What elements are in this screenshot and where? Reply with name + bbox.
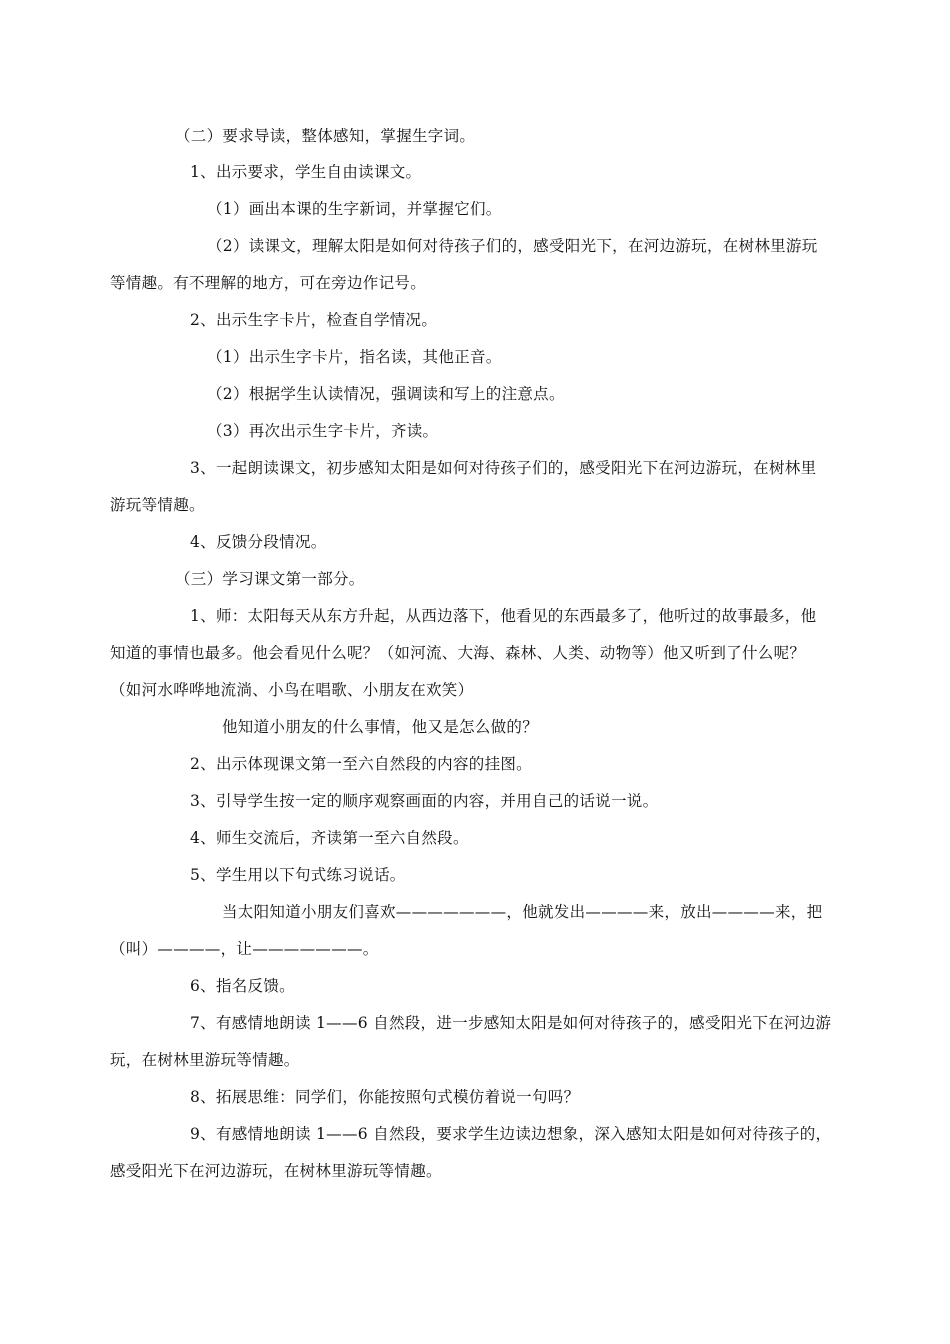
paragraph-line: 8、拓展思维：同学们，你能按照句式模仿着说一句吗？ [190,1088,580,1106]
paragraph-line: 3、一起朗读课文，初步感知太阳是如何对待孩子们的，感受阳光下在河边游玩，在树林里 [190,459,817,477]
paragraph-line: 4、师生交流后，齐读第一至六自然段。 [190,829,469,847]
paragraph-line: 玩，在树林里游玩等情趣。 [110,1051,300,1069]
paragraph-line: （如河水哗哗地流淌、小鸟在唱歌、小朋友在欢笑） [110,681,474,699]
paragraph-line: 5、学生用以下句式练习说话。 [190,866,406,884]
paragraph-line: 6、指名反馈。 [190,977,295,995]
paragraph-line: 2、出示体现课文第一至六自然段的内容的挂图。 [190,755,532,773]
paragraph-line: （1）出示生字卡片，指名读，其他正音。 [207,348,502,366]
section-heading-3: （三）学习课文第一部分。 [175,570,365,588]
paragraph-line: 知道的事情也最多。他会看见什么呢？（如河流、大海、森林、人类、动物等）他又听到了什么呢？ [110,644,806,662]
paragraph-line: 7、有感情地朗读 1——6 自然段，进一步感知太阳是如何对待孩子的，感受阳光下在河边游 [190,1014,832,1032]
paragraph-line: 当太阳知道小朋友们喜欢———————，他就发出————来，放出————来，把 [222,903,823,921]
paragraph-line: 3、引导学生按一定的顺序观察画面的内容，并用自己的话说一说。 [190,792,659,810]
paragraph-line: （2）根据学生认读情况，强调读和写上的注意点。 [207,385,565,403]
paragraph-line: 4、反馈分段情况。 [190,533,327,551]
paragraph-line: 等情趣。有不理解的地方，可在旁边作记号。 [110,274,427,292]
paragraph-line: 2、出示生字卡片，检查自学情况。 [190,311,438,329]
paragraph-line: 1、出示要求，学生自由读课文。 [190,163,422,181]
paragraph-line: 他知道小朋友的什么事情，他又是怎么做的？ [222,718,539,736]
paragraph-line: （2）读课文，理解太阳是如何对待孩子们的，感受阳光下，在河边游玩，在树林里游玩 [207,237,818,255]
paragraph-line: （3）再次出示生字卡片，齐读。 [207,422,439,440]
paragraph-line: （叫）————，让———————。 [110,940,379,958]
paragraph-line: 游玩等情趣。 [110,496,205,514]
paragraph-line: （1）画出本课的生字新词，并掌握它们。 [207,200,502,218]
paragraph-line: 1、师：太阳每天从东方升起，从西边落下，他看见的东西最多了，他听过的故事最多，他 [190,607,817,625]
paragraph-line: 感受阳光下在河边游玩，在树林里游玩等情趣。 [110,1162,442,1180]
section-heading-2: （二）要求导读，整体感知，掌握生字词。 [175,127,476,145]
paragraph-line: 9、有感情地朗读 1——6 自然段，要求学生边读边想象，深入感知太阳是如何对待孩子的， [190,1125,832,1143]
